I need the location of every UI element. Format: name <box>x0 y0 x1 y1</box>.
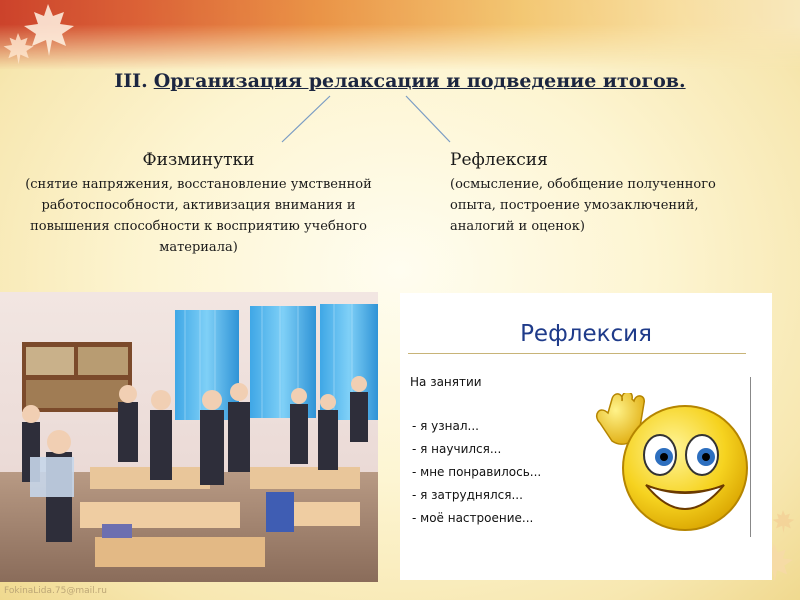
list-item: - моё настроение... <box>412 511 534 525</box>
fizminutki-block <box>6 150 391 258</box>
card-divider <box>408 353 746 354</box>
reflexia-block <box>450 150 750 237</box>
reflexia-card <box>400 293 772 580</box>
list-item: - я научился... <box>412 442 502 456</box>
list-item: - я узнал... <box>412 419 479 433</box>
list-item: - мне понравилось... <box>412 465 542 479</box>
fizminutki-heading: Физминутки <box>142 150 255 170</box>
fizminutki-description: (снятие напряжения, восстановление умственной работоспособности, активизация внимания и повышения способности к восприятию учебного материала) <box>25 177 372 255</box>
section-numeral: III. <box>114 70 148 92</box>
smiley-icon <box>590 393 760 543</box>
reflexia-description: (осмысление, обобщение полученного опыта, построение умозаключений, аналогий и оценок) <box>450 177 716 234</box>
reflexia-heading: Рефлексия <box>450 150 548 170</box>
maple-leaf-icon <box>770 508 796 534</box>
title-text: Организация релаксации и подведение итогов. <box>153 70 686 92</box>
reflexia-prompt-list <box>412 415 541 530</box>
card-subtitle: На занятии <box>410 375 482 389</box>
classroom-photo <box>0 292 378 582</box>
branch-connector <box>0 0 800 160</box>
list-item: - я затруднялся... <box>412 488 523 502</box>
watermark-text: FokinaLida.75@mail.ru <box>4 586 107 596</box>
card-title: Рефлексия <box>520 321 652 347</box>
